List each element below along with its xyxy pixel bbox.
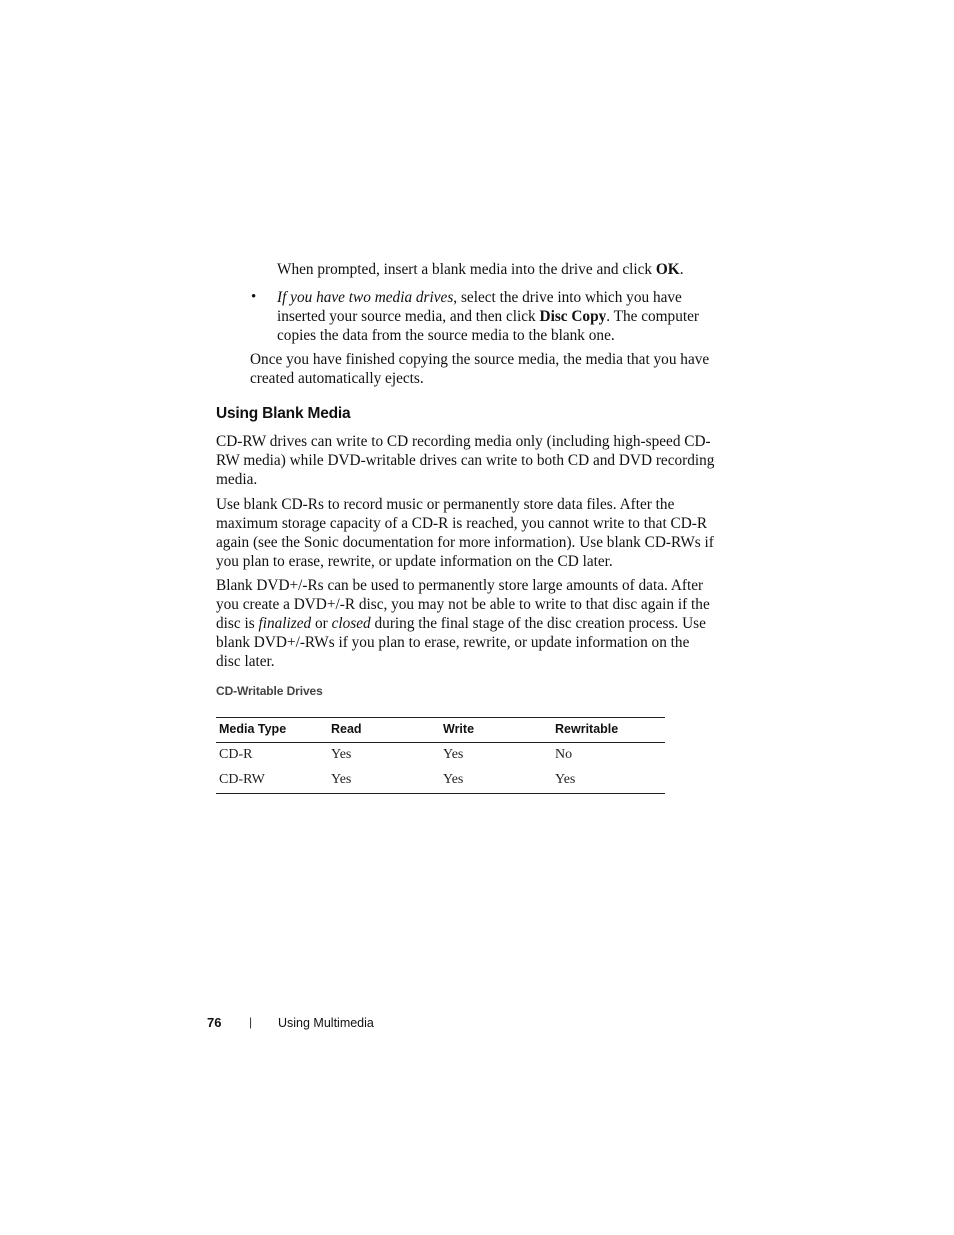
table-cell: Yes bbox=[443, 772, 464, 787]
header-read: Read bbox=[328, 718, 440, 743]
dvd-text-2: or bbox=[311, 615, 332, 632]
dvd-text-1: Blank DVD+/-Rs can be used to permanently store large amounts of data. After you create a DVD+/-R disc, you may not be able to write to that disc again if the disc is bbox=[216, 577, 710, 632]
bullet-condition: If you have two media drives bbox=[277, 289, 454, 306]
page-number: 76 bbox=[207, 1015, 222, 1030]
closed-term: closed bbox=[331, 615, 371, 632]
table-header-row bbox=[216, 718, 665, 743]
table-cell: Yes bbox=[331, 772, 352, 787]
footer-separator: | bbox=[249, 1015, 253, 1029]
table-cell: No bbox=[555, 747, 573, 762]
disc-copy-label: Disc Copy bbox=[539, 308, 607, 325]
table-row bbox=[216, 768, 665, 794]
header-write: Write bbox=[440, 718, 552, 743]
bullet-text-1: , select the drive into which you have inserted your source media, and then click bbox=[277, 289, 682, 325]
table-row bbox=[216, 743, 665, 769]
table-cell: CD-RW bbox=[219, 772, 265, 787]
bullet-item-two-drives bbox=[277, 288, 717, 345]
bullet-text-2: . The computer copies the data from the source media to the blank one. bbox=[277, 308, 699, 344]
intro-end: . bbox=[679, 261, 684, 278]
header-rewritable: Rewritable bbox=[552, 718, 665, 743]
header-media-type: Media Type bbox=[216, 718, 328, 743]
paragraph-dvd bbox=[216, 576, 716, 671]
ok-label: OK bbox=[655, 261, 680, 278]
dvd-text-3: during the final stage of the disc creation process. Use blank DVD+/-RWs if you plan to erase, rewrite, or update information on the disc later. bbox=[216, 615, 706, 670]
table-cell: Yes bbox=[331, 747, 352, 762]
table-caption: CD-Writable Drives bbox=[216, 684, 323, 698]
finalized-term: finalized bbox=[258, 615, 312, 632]
table-cell: Yes bbox=[555, 772, 576, 787]
table-cell: CD-R bbox=[219, 747, 253, 762]
after-copy-paragraph: Once you have finished copying the source media, the media that you have created automatically ejects. bbox=[250, 351, 710, 387]
paragraph-cd-rw: CD-RW drives can write to CD recording media only (including high-speed CD-RW media) while DVD-writable drives can write to both CD and DVD recording media. bbox=[216, 433, 715, 488]
intro-text: When prompted, insert a blank media into the drive and click bbox=[277, 261, 656, 278]
section-heading: Using Blank Media bbox=[216, 405, 351, 422]
table-cell: Yes bbox=[443, 747, 464, 762]
chapter-title: Using Multimedia bbox=[278, 1016, 374, 1030]
cd-writable-drives-table bbox=[216, 717, 665, 794]
bullet-marker: • bbox=[251, 289, 257, 305]
intro-instruction bbox=[277, 260, 717, 279]
paragraph-cd-r: Use blank CD-Rs to record music or permanently store data files. After the maximum storage capacity of a CD-R is reached, you cannot write to that CD-R again (see the Sonic documentation for more information). Use blank CD-RWs if you plan to erase, rewrite, or update information on the CD later. bbox=[216, 496, 714, 570]
